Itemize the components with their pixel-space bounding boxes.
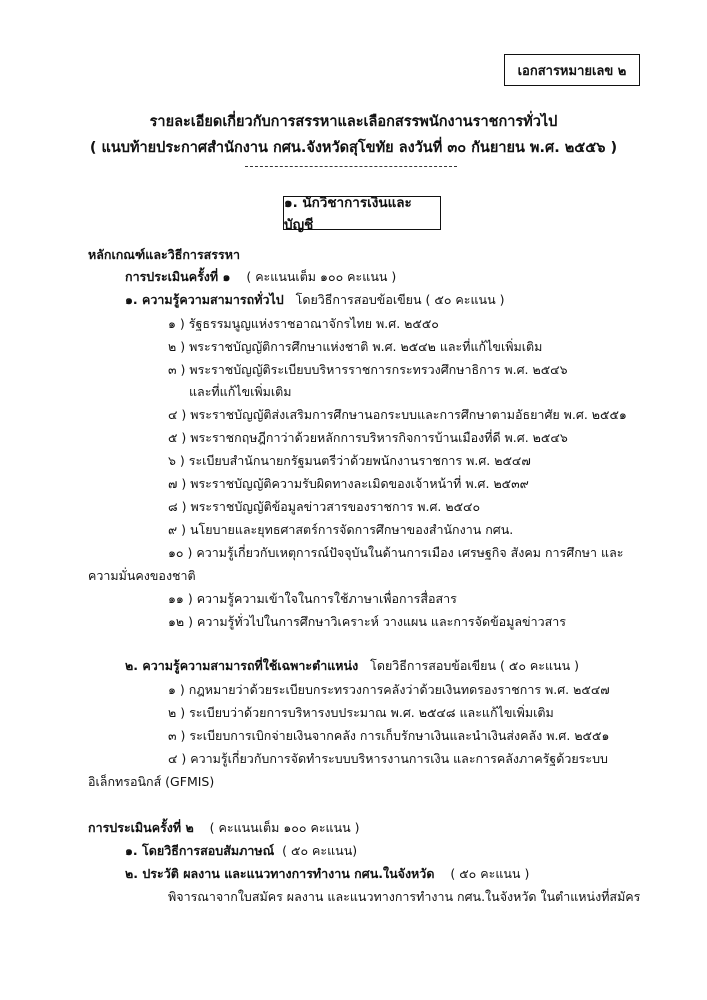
- round2-item1-score: ( ๕๐ คะแนน): [282, 843, 358, 858]
- section2-heading: ๒. ความรู้ความสามารถที่ใช้เฉพาะตำแหน่ง: [125, 658, 359, 673]
- round2-score: ( คะแนนเต็ม ๑๐๐ คะแนน ): [209, 820, 360, 835]
- list-item: ๓ ) พระราชบัญญัติระเบียบบริหารราชการกระทรวงศึกษาธิการ พ.ศ. ๒๕๔๖: [168, 362, 568, 377]
- round2-heading-line: [88, 822, 360, 835]
- round1-score: ( คะแนนเต็ม ๑๐๐ คะแนน ): [246, 269, 397, 284]
- list-item: ๑ ) รัฐธรรมนูญแห่งราชอาณาจักรไทย พ.ศ. ๒๕๕๐: [168, 316, 439, 331]
- section1-heading-line: [125, 294, 505, 307]
- list-item: ๒ ) ระเบียบว่าด้วยการบริหารงบประมาณ พ.ศ. ๒๕๔๘ และแก้ไขเพิ่มเติม: [168, 705, 554, 720]
- list-item: ๘ ) พระราชบัญญัติข้อมูลข่าวสารของราชการ พ.ศ. ๒๕๔๐: [168, 499, 481, 514]
- page-title: รายละเอียดเกี่ยวกับการสรรหาและเลือกสรรพนักงานราชการทั่วไป: [149, 114, 558, 130]
- document-number: เอกสารหมายเลข ๒: [517, 63, 627, 79]
- list-item: ๑ ) กฎหมายว่าด้วยระเบียบกระทรวงการคลังว่าด้วยเงินทดรองราชการ พ.ศ. ๒๕๔๗: [168, 682, 610, 697]
- criteria-heading: หลักเกณฑ์และวิธีการสรรหา: [88, 247, 240, 262]
- list-item: ๑๑ ) ความรู้ความเข้าใจในการใช้ภาษาเพื่อการสื่อสาร: [168, 591, 457, 606]
- list-item: ๖ ) ระเบียบสำนักนายกรัฐมนตรีว่าด้วยพนักงานราชการ พ.ศ. ๒๕๔๗: [168, 453, 531, 468]
- position-title: ๑. นักวิชาการเงินและบัญชี: [284, 195, 412, 233]
- list-item: ๗ ) พระราชบัญญัติความรับผิดทางละเมิดของเจ้าหน้าที่ พ.ศ. ๒๕๓๙: [168, 476, 529, 491]
- dashed-divider: [245, 166, 457, 167]
- list-item: ความมั่นคงของชาติ: [88, 568, 196, 583]
- list-item: ๔ ) ความรู้เกี่ยวกับการจัดทำระบบบริหารงานการเงิน และการคลังภาครัฐด้วยระบบ: [168, 751, 608, 766]
- list-item: ๑๒ ) ความรู้ทั่วไปในการศึกษาวิเคราะห์ วางแผน และการจัดข้อมูลข่าวสาร: [168, 614, 566, 629]
- section2-heading-line: [125, 660, 579, 673]
- list-item: ๔ ) พระราชบัญญัติส่งเสริมการศึกษานอกระบบและการศึกษาตามอัธยาศัย พ.ศ. ๒๕๕๑: [168, 407, 627, 422]
- round2-item2-description: พิจารณาจากใบสมัคร ผลงาน และแนวทางการทำงาน กศน.ในจังหวัด ในตำแหน่งที่สมัคร: [168, 889, 641, 904]
- list-item: ๑๐ ) ความรู้เกี่ยวกับเหตุการณ์ปัจจุบันในด้านการเมือง เศรษฐกิจ สังคม การศึกษา และ: [168, 545, 624, 560]
- list-item: ๙ ) นโยบายและยุทธศาสตร์การจัดการศึกษาของสำนักงาน กศน.: [168, 522, 514, 537]
- round2-item1-line: [125, 845, 357, 858]
- section1-heading: ๑. ความรู้ความสามารถทั่วไป: [125, 292, 284, 307]
- section1-method: โดยวิธีการสอบข้อเขียน ( ๕๐ คะแนน ): [295, 292, 505, 307]
- section2-method: โดยวิธีการสอบข้อเขียน ( ๕๐ คะแนน ): [370, 658, 579, 673]
- round2-item2-score: ( ๕๐ คะแนน ): [450, 866, 530, 881]
- list-item: และที่แก้ไขเพิ่มเติม: [189, 384, 292, 399]
- round1-heading-line: [125, 271, 396, 284]
- round2-heading: การประเมินครั้งที่ ๒: [88, 820, 194, 835]
- list-item: ๓ ) ระเบียบการเบิกจ่ายเงินจากคลัง การเก็บรักษาเงินและนำเงินส่งคลัง พ.ศ. ๒๕๕๑: [168, 728, 610, 743]
- round1-heading: การประเมินครั้งที่ ๑: [125, 269, 231, 284]
- position-title-box: [283, 195, 441, 233]
- document-number-box: [504, 54, 640, 86]
- page-subtitle: ( แนบท้ายประกาศสำนักงาน กศน.จังหวัดสุโขทัย ลงวันที่ ๓๐ กันยายน พ.ศ. ๒๕๕๖ ): [89, 140, 618, 156]
- list-item: ๕ ) พระราชกฤษฎีกาว่าด้วยหลักการบริหารกิจการบ้านเมืองที่ดี พ.ศ. ๒๕๔๖: [168, 430, 568, 445]
- list-item: อิเล็กทรอนิกส์ (GFMIS): [88, 774, 215, 789]
- round2-item1: ๑. โดยวิธีการสอบสัมภาษณ์: [125, 843, 275, 858]
- list-item: ๒ ) พระราชบัญญัติการศึกษาแห่งชาติ พ.ศ. ๒๕๔๒ และที่แก้ไขเพิ่มเติม: [168, 339, 543, 354]
- round2-item2: ๒. ประวัติ ผลงาน และแนวทางการทำงาน กศน.ในจังหวัด: [125, 866, 435, 881]
- round2-item2-line: [125, 868, 529, 881]
